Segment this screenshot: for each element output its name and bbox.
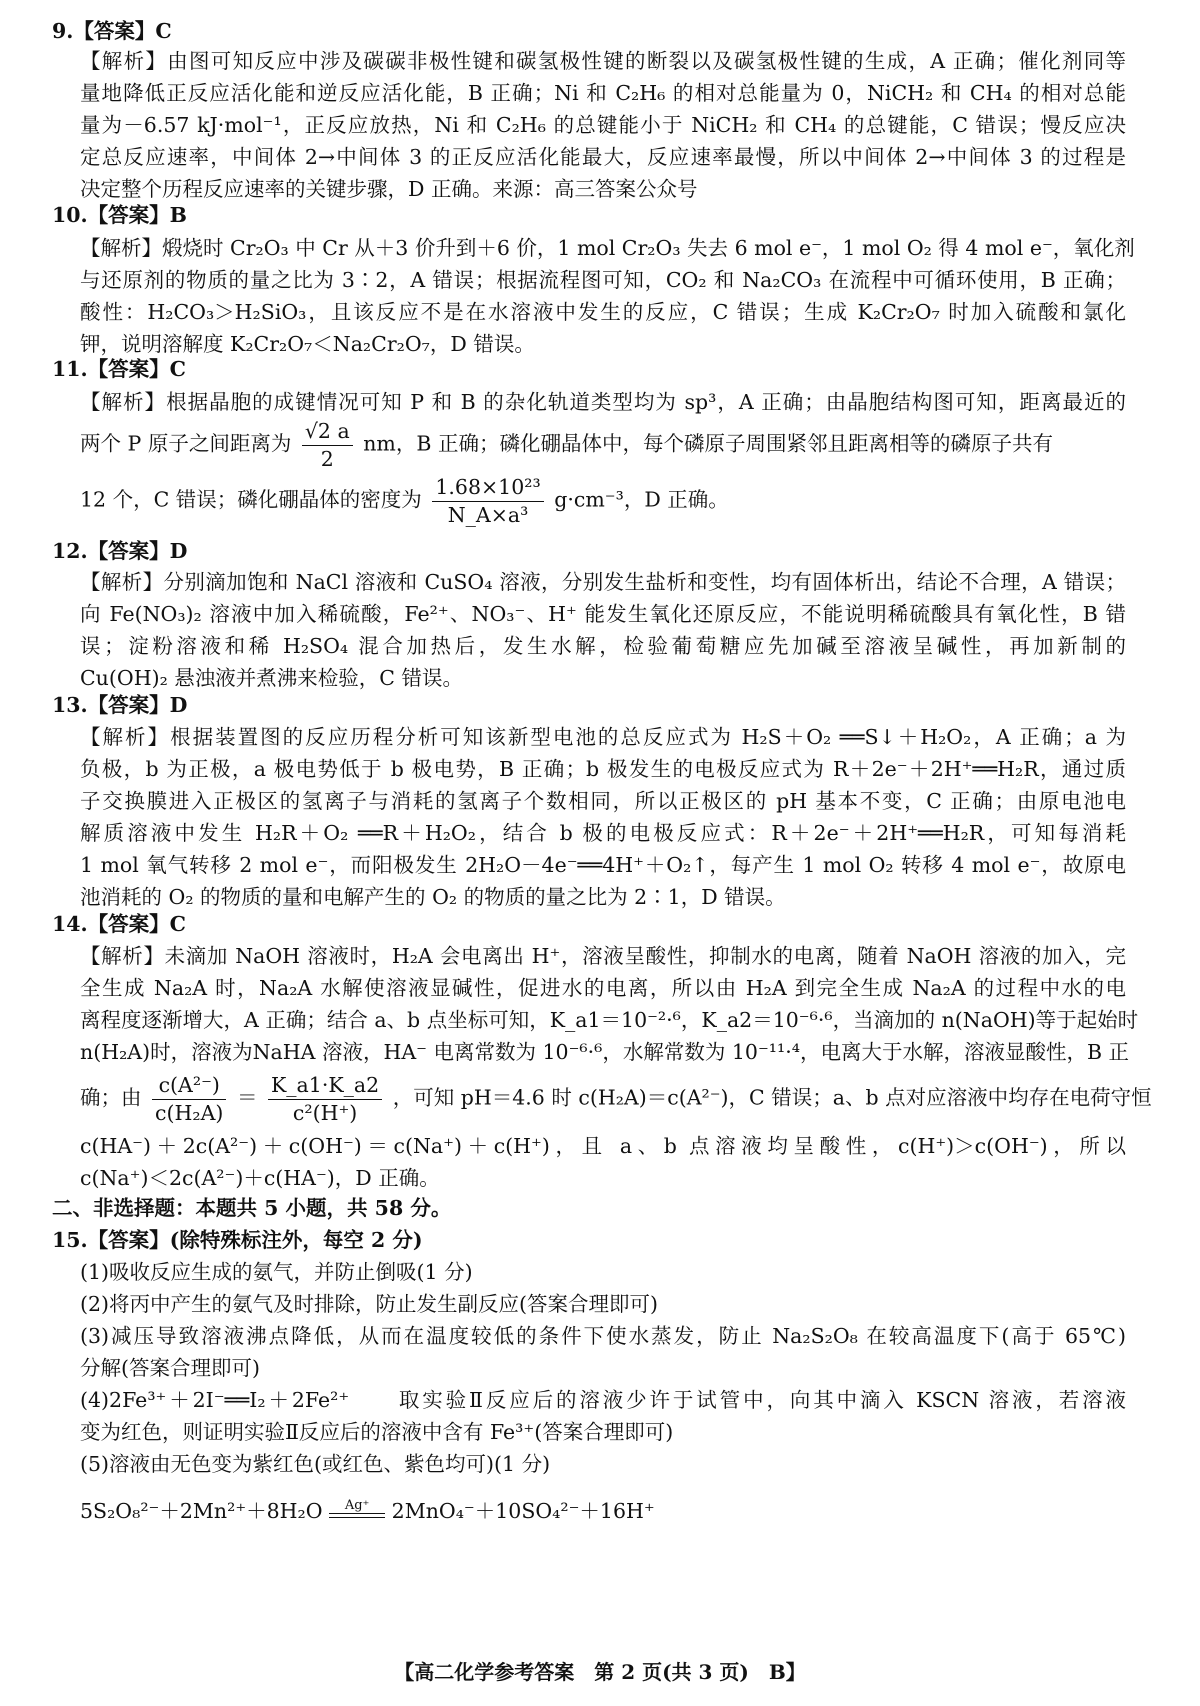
q15-equation (80, 1496, 1126, 1526)
q9-explanation-line: 量为－6.57 kJ·mol⁻¹，正反应放热，Ni 和 C₂H₆ 的总键能小于 NiCH₂ 和 CH₄ 的总键能，C 错误；慢反应决 (80, 113, 1126, 137)
q11-explanation-line: 【解析】根据晶胞的成键情况可知 P 和 B 的杂化轨道类型均为 sp³，A 正确；由晶胞结构图可知，距离最近的 (80, 390, 1126, 414)
q14-text: 确；由 (80, 1085, 142, 1110)
fraction-numerator: K_a1·K_a2 (268, 1074, 382, 1100)
q13-explanation-line: 解质溶液中发生 H₂R＋O₂ ══R＋H₂O₂，结合 b 极的电极反应式：R＋2e⁻＋2H⁺══H₂R，可知每消耗 (80, 821, 1126, 845)
q11-explanation-line (80, 420, 1126, 470)
q15-part: (1)吸收反应生成的氨气，并防止倒吸(1 分) (80, 1260, 473, 1284)
q13-explanation-line: 1 mol 氧气转移 2 mol e⁻，而阳极发生 2H₂O－4e⁻══4H⁺＋O₂↑，每产生 1 mol O₂ 转移 4 mol e⁻，故原电 (80, 853, 1126, 877)
catalyst-label: Ag⁺ (344, 1498, 370, 1513)
q15-part: (3)减压导致溶液沸点降低，从而在温度较低的条件下使水蒸发，防止 Na₂S₂O₈ 在较高温度下(高于 65℃) (80, 1324, 1126, 1348)
q10-explanation-line: 【解析】煅烧时 Cr₂O₃ 中 Cr 从＋3 价升到＋6 价，1 mol Cr₂O₃ 失去 6 mol e⁻，1 mol O₂ 得 4 mol e⁻，氧化剂 (80, 236, 1135, 260)
q14-explanation-line: c(Na⁺)＜2c(A²⁻)＋c(HA⁻)，D 正确。 (80, 1166, 440, 1190)
q14-answer-head: 14.【答案】C (52, 912, 186, 936)
q15-part: (2)将丙中产生的氨气及时排除，防止发生副反应(答案合理即可) (80, 1292, 659, 1316)
q15-part: 变为红色，则证明实验Ⅱ反应后的溶液中含有 Fe³⁺(答案合理即可) (80, 1420, 674, 1444)
q11-explanation-line (80, 476, 1126, 526)
q14-explanation-line: n(H₂A)时，溶液为NaHA 溶液，HA⁻ 电离常数为 10⁻⁶·⁶，水解常数为 10⁻¹¹·⁴，电离大于水解，溶液显酸性，B 正 (80, 1040, 1130, 1064)
q9-explanation-line: 量地降低正反应活化能和逆反应活化能，B 正确；Ni 和 C₂H₆ 的相对总能量为 0，NiCH₂ 和 CH₄ 的相对总能 (80, 81, 1126, 105)
q15-part: 分解(答案合理即可) (80, 1356, 260, 1380)
q12-explanation-line: Cu(OH)₂ 悬浊液并煮沸来检验，C 错误。 (80, 666, 464, 690)
q10-explanation-line: 与还原剂的物质的量之比为 3∶2，A 错误；根据流程图可知，CO₂ 和 Na₂CO₃ 在流程中可循环使用，B 正确； (80, 268, 1126, 292)
q11-text: 12 个，C 错误；磷化硼晶体的密度为 (80, 487, 422, 512)
q14-explanation-line (80, 1073, 1152, 1125)
q14-explanation-line: 【解析】未滴加 NaOH 溶液时，H₂A 会电离出 H⁺，溶液呈酸性，抑制水的电离，随着 NaOH 溶液的加入，完 (80, 944, 1126, 968)
fraction-denominator: 2 (320, 446, 334, 471)
q10-answer-head: 10.【答案】B (52, 203, 187, 227)
q14-explanation-line: 全生成 Na₂A 时，Na₂A 水解使溶液显碱性，促进水的电离，所以由 H₂A 到完全生成 Na₂A 的过程中水的电 (80, 976, 1126, 1000)
q15-part: (5)溶液由无色变为紫红色(或红色、紫色均可)(1 分) (80, 1452, 551, 1476)
q12-answer-head: 12.【答案】D (52, 539, 188, 563)
q11-text: 两个 P 原子之间距离为 (80, 431, 292, 456)
q14-explanation-line: 离程度逐渐增大，A 正确；结合 a、b 点坐标可知，K_a1＝10⁻²·⁶，K_a2＝10⁻⁶·⁶，当滴加的 n(NaOH)等于起始时 (80, 1008, 1139, 1032)
section-heading: 二、非选择题：本题共 5 小题，共 58 分。 (52, 1196, 452, 1220)
fraction-numerator: c(A²⁻) (152, 1074, 226, 1100)
q11-answer-head: 11.【答案】C (52, 357, 186, 381)
q13-answer-head: 13.【答案】D (52, 693, 188, 717)
equation-products: 2MnO₄⁻＋10SO₄²⁻＋16H⁺ (391, 1499, 655, 1523)
fraction-numerator: 1.68×10²³ (432, 476, 543, 502)
q15-part: (4)2Fe³⁺＋2I⁻══I₂＋2Fe²⁺ 取实验Ⅱ反应后的溶液少许于试管中，向其中滴入 KSCN 溶液，若溶液 (80, 1388, 1126, 1412)
distance-fraction (302, 420, 353, 470)
catalyst-equals-arrow (329, 1498, 385, 1518)
concentration-ratio-fraction (152, 1074, 226, 1124)
q12-explanation-line: 误；淀粉溶液和稀 H₂SO₄ 混合加热后，发生水解，检验葡萄糖应先加碱至溶液呈碱性，再加新制的 (80, 634, 1126, 658)
q12-explanation-line: 【解析】分别滴加饱和 NaCl 溶液和 CuSO₄ 溶液，分别发生盐析和变性，均有固体析出，结论不合理，A 错误； (80, 570, 1126, 594)
q10-explanation-line: 钾，说明溶解度 K₂Cr₂O₇＜Na₂Cr₂O₇，D 错误。 (80, 332, 535, 356)
q9-explanation-line: 决定整个历程反应速率的关键步骤，D 正确。来源：高三答案公众号 (80, 177, 698, 201)
q9-explanation-line: 【解析】由图可知反应中涉及碳碳非极性键和碳氢极性键的断裂以及碳氢极性键的生成，A 正确；催化剂同等 (80, 49, 1126, 73)
q13-explanation-line: 负极，b 为正极，a 极电势低于 b 极电势，B 正确；b 极发生的电极反应式为 R＋2e⁻＋2H⁺══H₂R，通过质 (80, 757, 1126, 781)
ka-product-fraction (268, 1074, 382, 1124)
equation-reactants: 5S₂O₈²⁻＋2Mn²⁺＋8H₂O (80, 1499, 323, 1523)
fraction-denominator: c²(H⁺) (292, 1100, 358, 1125)
q14-explanation-line: c(HA⁻)＋2c(A²⁻)＋c(OH⁻)＝c(Na⁺)＋c(H⁺)，且 a、b 点溶液均呈酸性，c(H⁺)＞c(OH⁻)，所以 (80, 1134, 1126, 1158)
fraction-numerator: √2 a (302, 420, 353, 446)
fraction-denominator: c(H₂A) (155, 1100, 224, 1125)
fraction-denominator: N_A×a³ (447, 502, 529, 527)
q11-text: g·cm⁻³，D 正确。 (554, 487, 729, 512)
q13-explanation-line: 子交换膜进入正极区的氢离子与消耗的氢离子个数相同，所以正极区的 pH 基本不变，C 正确；由原电池电 (80, 789, 1126, 813)
q11-text: nm，B 正确；磷化硼晶体中，每个磷原子周围紧邻且距离相等的磷原子共有 (363, 431, 1053, 456)
q9-answer-head: 9.【答案】C (52, 19, 172, 43)
q13-explanation-line: 池消耗的 O₂ 的物质的量和电解产生的 O₂ 的物质的量之比为 2∶1，D 错误。 (80, 885, 786, 909)
q15-answer-head: 15.【答案】(除特殊标注外，每空 2 分) (52, 1228, 423, 1252)
q10-explanation-line: 酸性：H₂CO₃＞H₂SiO₃，且该反应不是在水溶液中发生的反应，C 错误；生成 K₂Cr₂O₇ 时加入硫酸和氯化 (80, 300, 1126, 324)
equals-sign: ＝ (236, 1085, 258, 1110)
q14-text: ，可知 pH＝4.6 时 c(H₂A)＝c(A²⁻)，C 错误；a、b 点对应溶液中均存在电荷守恒 (392, 1085, 1152, 1110)
q9-explanation-line: 定总反应速率，中间体 2→中间体 3 的正反应活化能最大，反应速率最慢，所以中间体 2→中间体 3 的过程是 (80, 145, 1126, 169)
q13-explanation-line: 【解析】根据装置图的反应历程分析可知该新型电池的总反应式为 H₂S＋O₂ ══S↓＋H₂O₂，A 正确；a 为 (80, 725, 1126, 749)
density-fraction (432, 476, 543, 526)
page-footer: 【高二化学参考答案 第 2 页(共 3 页) B】 (394, 1660, 806, 1684)
q12-explanation-line: 向 Fe(NO₃)₂ 溶液中加入稀硫酸，Fe²⁺、NO₃⁻、H⁺ 能发生氧化还原反应，不能说明稀硫酸具有氧化性，B 错 (80, 602, 1126, 626)
